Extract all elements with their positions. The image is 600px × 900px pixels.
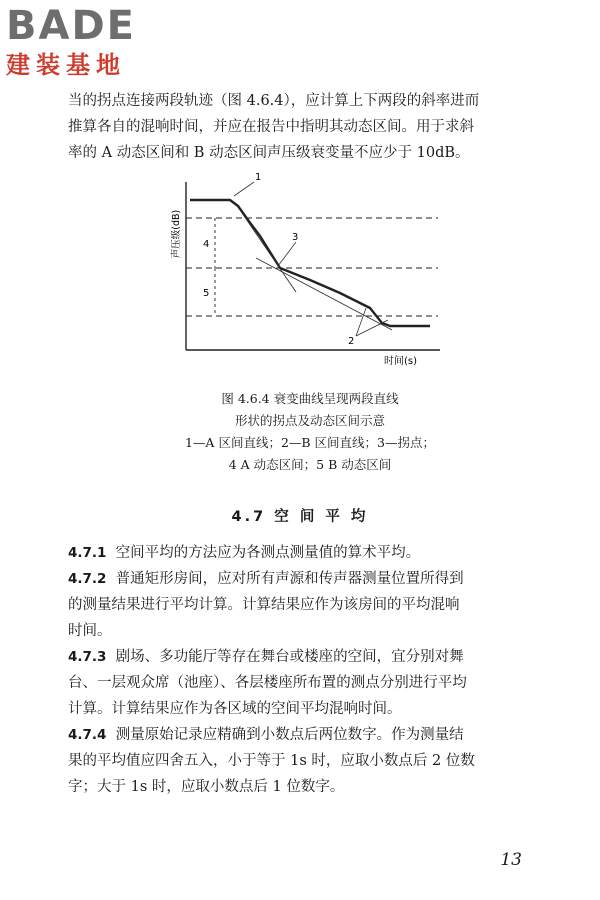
clause-4-7-3 — [68, 644, 544, 722]
caption-legend-line: 4 A 动态区间；5 B 动态区间 — [228, 457, 392, 472]
clause-number: 4.7.4 — [68, 727, 107, 743]
callout-1-leader — [234, 182, 254, 196]
decay-curve-figure — [160, 168, 450, 368]
text-line — [68, 566, 544, 592]
clause-4-7-2 — [68, 566, 544, 644]
clause-number: 4.7.3 — [68, 649, 107, 665]
clause-text: 剧场、多功能厅等存在舞台或楼座的空间，宜分别对舞 — [115, 649, 464, 665]
clause-text: 普通矩形房间，应对所有声源和传声器测量位置所得到 — [115, 571, 464, 587]
bade-logo — [6, 4, 206, 86]
logo-text-chinese: 建装基地 — [6, 51, 126, 79]
clause-4-7-4 — [68, 722, 544, 800]
text-line: 台、一层观众席（池座）、各层楼座所布置的测点分别进行平均 — [68, 675, 467, 691]
caption-title-line: 图 4.6.4 衰变曲线呈现两段直线 — [221, 391, 399, 406]
clause-number: 4.7.1 — [68, 545, 107, 561]
range-5-label: 5 — [203, 288, 210, 299]
text-line: 率的 A 动态区间和 B 动态区间声压级衰变量不应少于 10dB。 — [68, 145, 470, 161]
text-line: 果的平均值应四舍五入，小于等于 1s 时，应取小数点后 2 位数 — [68, 753, 475, 769]
caption-title-line: 形状的拐点及动态区间示意 — [234, 413, 385, 428]
callout-3-leader — [278, 242, 296, 266]
line-b-fit — [256, 258, 392, 330]
decay-curve — [190, 200, 430, 326]
page-number: 13 — [500, 850, 522, 870]
clause-text: 空间平均的方法应为各测点测量值的算术平均。 — [115, 545, 421, 561]
text-line: 字；大于 1s 时，应取小数点后 1 位数字。 — [68, 779, 345, 795]
clause-number: 4.7.2 — [68, 571, 107, 587]
callout-1-label: 1 — [255, 172, 262, 183]
clause-4-7-1 — [68, 540, 544, 566]
logo-text-latin: BADE — [6, 3, 136, 49]
text-line — [68, 540, 544, 566]
text-line: 的测量结果进行平均计算。计算结果应作为该房间的平均混响 — [68, 597, 460, 613]
text-line: 当的拐点连接两段轨迹（图 4.6.4），应计算上下两段的斜率进而 — [68, 93, 480, 109]
range-4-label: 4 — [203, 239, 210, 250]
y-axis-label: 声压级(dB) — [171, 209, 182, 259]
intro-paragraph — [68, 88, 544, 166]
text-line: 计算。计算结果应作为各区域的空间平均混响时间。 — [68, 701, 402, 717]
text-line — [68, 644, 544, 670]
text-line — [68, 722, 544, 748]
x-axis-label: 时间(s) — [384, 356, 418, 367]
text-line: 推算各自的混响时间，并应在报告中指明其动态区间。用于求斜 — [68, 119, 474, 135]
figure-caption — [150, 388, 470, 476]
callout-2-label: 2 — [348, 336, 355, 347]
clause-text: 测量原始记录应精确到小数点后两位数字。作为测量结 — [115, 727, 464, 743]
callout-3-label: 3 — [292, 232, 299, 243]
caption-legend-line: 1—A 区间直线；2—B 区间直线；3—拐点； — [184, 435, 436, 450]
section-heading: 4.7 空 间 平 均 — [231, 509, 369, 525]
text-line: 时间。 — [68, 623, 112, 639]
